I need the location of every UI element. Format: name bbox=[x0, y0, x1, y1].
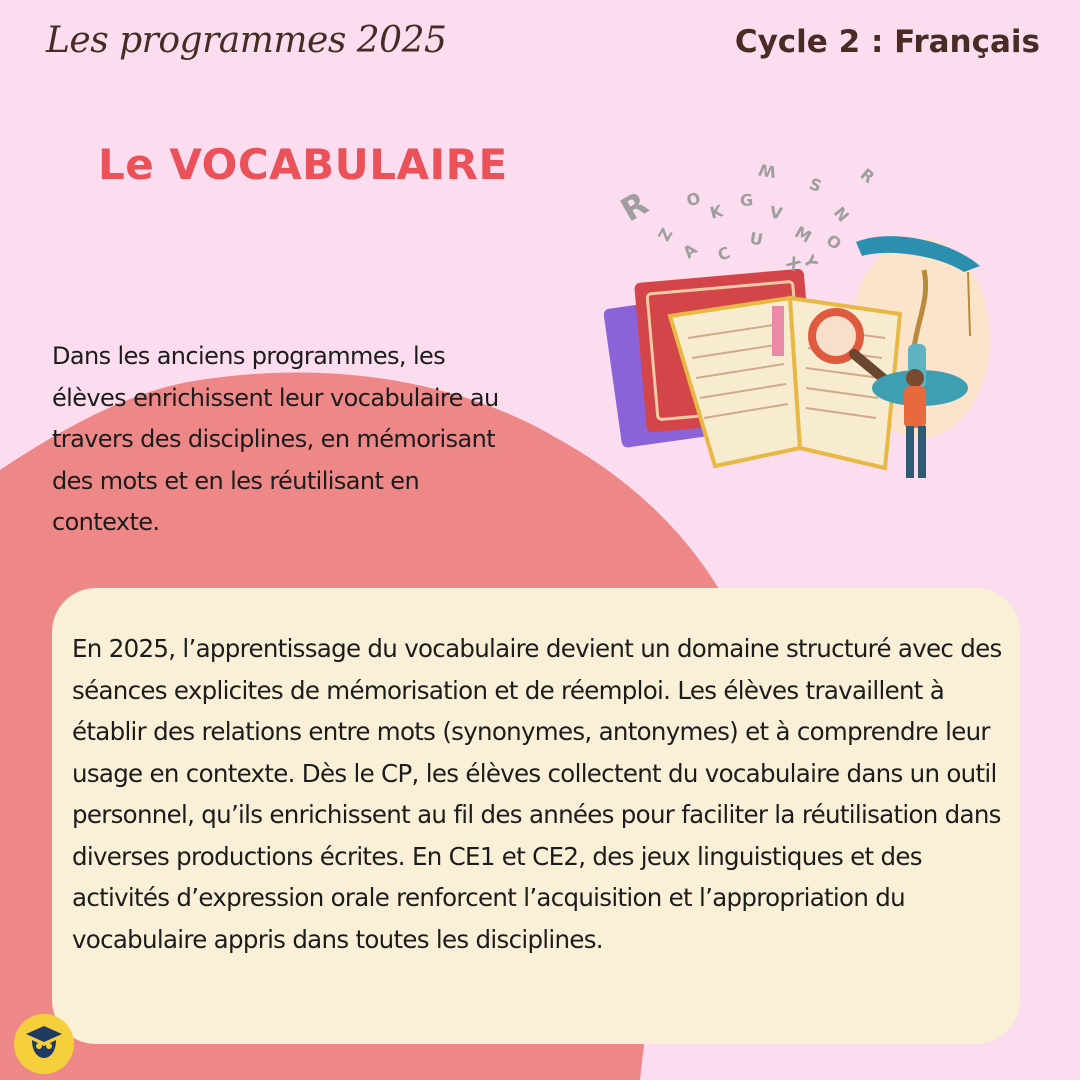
svg-text:Z: Z bbox=[654, 224, 677, 245]
svg-text:O: O bbox=[683, 188, 704, 211]
svg-text:X: X bbox=[782, 252, 805, 276]
svg-text:R: R bbox=[856, 164, 879, 188]
svg-text:W: W bbox=[756, 159, 778, 182]
svg-text:G: G bbox=[739, 190, 754, 211]
svg-text:O: O bbox=[822, 230, 846, 254]
letter-R: R bbox=[614, 184, 655, 230]
info-card-text: En 2025, l’apprentissage du vocabulaire devient un domaine structuré avec des séances explicites de mémorisation et de réemploi. Les élèves travaillent à établir des relations entre mots (synonymes, antonymes) et à comprendre leur usage en contexte. Dès le CP, les élèves collectent du vocabulaire dans un outil personnel, qu’ils enrichissent au fil des années pour faciliter la réutilisation dans diverses productions écrites. En CE1 et CE2, des jeux linguistiques et des activités d’expression orale renforcent l’acquisition et l’appropriation du vocabulaire appris dans toutes les disciplines. bbox=[72, 634, 1002, 954]
svg-text:A: A bbox=[679, 239, 701, 263]
owl-graduation-logo bbox=[12, 1012, 76, 1076]
svg-text:N: N bbox=[829, 203, 853, 226]
cycle-subject: Cycle 2 : Français bbox=[734, 24, 1040, 60]
books-magnifier-lamp-illustration bbox=[600, 148, 1000, 498]
page-title: Le VOCABULAIRE bbox=[98, 140, 508, 189]
svg-text:U: U bbox=[748, 228, 765, 250]
intro-paragraph: Dans les anciens programmes, les élèves enrichissent leur vocabulaire au travers des disciplines, en mémorisant des mots et en les réutilisant en contexte. bbox=[52, 342, 499, 536]
svg-text:V: V bbox=[768, 202, 784, 224]
program-title: Les programmes 2025 bbox=[46, 20, 447, 61]
svg-text:K: K bbox=[707, 201, 725, 223]
svg-text:M: M bbox=[791, 222, 815, 247]
svg-text:Y: Y bbox=[799, 252, 822, 272]
svg-text:S: S bbox=[806, 174, 825, 196]
svg-text:C: C bbox=[715, 242, 733, 265]
